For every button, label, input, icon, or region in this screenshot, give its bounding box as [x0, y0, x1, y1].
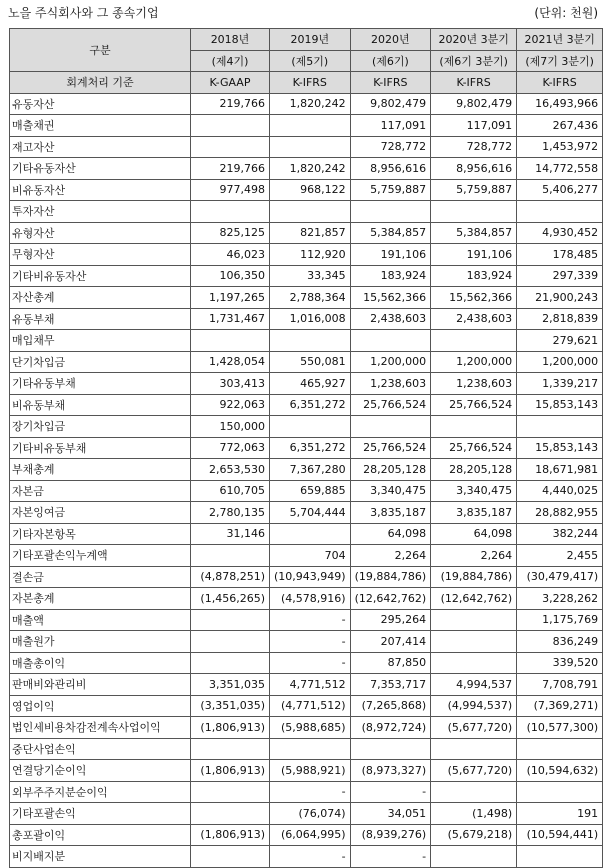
row-value: (76,074): [270, 803, 351, 825]
row-value: 5,384,857: [431, 222, 517, 244]
row-value: 1,820,242: [270, 158, 351, 180]
row-value: (1,806,913): [191, 760, 270, 782]
row-value: 16,493,966: [517, 93, 603, 115]
row-value: [431, 781, 517, 803]
table-row: [10, 738, 603, 760]
table-row: [10, 287, 603, 309]
row-value: -: [350, 846, 431, 868]
table-row: [10, 781, 603, 803]
table-row: [10, 416, 603, 438]
row-value: [270, 136, 351, 158]
row-value: [350, 738, 431, 760]
row-value: 5,759,887: [350, 179, 431, 201]
row-value: 7,353,717: [350, 674, 431, 696]
row-value: 5,759,887: [431, 179, 517, 201]
table-row: [10, 824, 603, 846]
row-value: 297,339: [517, 265, 603, 287]
row-value: -: [270, 781, 351, 803]
table-row: [10, 502, 603, 524]
row-value: 382,244: [517, 523, 603, 545]
year-header: 2020년: [350, 29, 431, 51]
table-row: [10, 222, 603, 244]
row-value: [270, 330, 351, 352]
row-label: 자본금: [10, 480, 191, 502]
row-value: (30,479,417): [517, 566, 603, 588]
table-row: [10, 330, 603, 352]
row-label: 유동부채: [10, 308, 191, 330]
row-label: 비유동자산: [10, 179, 191, 201]
row-value: 28,205,128: [431, 459, 517, 481]
row-label: 기타유동부채: [10, 373, 191, 395]
row-value: (19,884,786): [350, 566, 431, 588]
row-value: 1,731,467: [191, 308, 270, 330]
row-value: [270, 115, 351, 137]
row-value: [191, 738, 270, 760]
row-value: 34,051: [350, 803, 431, 825]
row-value: 339,520: [517, 652, 603, 674]
row-value: [431, 846, 517, 868]
table-row: [10, 115, 603, 137]
row-label: 자본총계: [10, 588, 191, 610]
table-row: [10, 760, 603, 782]
row-value: (5,677,720): [431, 760, 517, 782]
row-value: 87,850: [350, 652, 431, 674]
row-value: 659,885: [270, 480, 351, 502]
row-value: 112,920: [270, 244, 351, 266]
row-value: [270, 738, 351, 760]
row-label: 부채총계: [10, 459, 191, 481]
table-row: [10, 394, 603, 416]
row-value: 2,653,530: [191, 459, 270, 481]
row-label: 투자자산: [10, 201, 191, 223]
table-row: [10, 158, 603, 180]
row-label: 재고자산: [10, 136, 191, 158]
table-row: [10, 136, 603, 158]
table-row: [10, 480, 603, 502]
row-value: 64,098: [431, 523, 517, 545]
table-row: [10, 803, 603, 825]
row-value: [191, 545, 270, 567]
row-value: 183,924: [350, 265, 431, 287]
row-value: 2,455: [517, 545, 603, 567]
row-label: 자산총계: [10, 287, 191, 309]
table-row: [10, 265, 603, 287]
row-value: 191,106: [431, 244, 517, 266]
year-header: 2021년 3분기: [517, 29, 603, 51]
row-value: 4,771,512: [270, 674, 351, 696]
row-value: 191: [517, 803, 603, 825]
row-value: [431, 652, 517, 674]
row-value: -: [350, 781, 431, 803]
row-value: 1,016,008: [270, 308, 351, 330]
row-value: 1,197,265: [191, 287, 270, 309]
row-value: 4,994,537: [431, 674, 517, 696]
row-value: 25,766,524: [350, 437, 431, 459]
row-label: 판매비와관리비: [10, 674, 191, 696]
row-value: 219,766: [191, 158, 270, 180]
row-value: 728,772: [350, 136, 431, 158]
row-value: [431, 631, 517, 653]
row-value: (12,642,762): [350, 588, 431, 610]
row-label: 유형자산: [10, 222, 191, 244]
table-row: [10, 674, 603, 696]
row-value: 150,000: [191, 416, 270, 438]
row-value: 1,175,769: [517, 609, 603, 631]
row-value: [191, 631, 270, 653]
table-row: [10, 846, 603, 868]
row-value: [431, 609, 517, 631]
row-value: 4,930,452: [517, 222, 603, 244]
row-value: 295,264: [350, 609, 431, 631]
row-value: (5,988,685): [270, 717, 351, 739]
table-row: [10, 523, 603, 545]
row-value: 28,882,955: [517, 502, 603, 524]
row-value: 21,900,243: [517, 287, 603, 309]
row-value: 1,339,217: [517, 373, 603, 395]
table-row: [10, 652, 603, 674]
row-value: [517, 416, 603, 438]
row-value: 3,835,187: [350, 502, 431, 524]
row-value: 6,351,272: [270, 437, 351, 459]
standard-value: K-IFRS: [431, 72, 517, 94]
row-value: (4,994,537): [431, 695, 517, 717]
row-value: 704: [270, 545, 351, 567]
row-value: (3,351,035): [191, 695, 270, 717]
row-value: [517, 201, 603, 223]
row-label: 매출채권: [10, 115, 191, 137]
table-row: [10, 459, 603, 481]
row-value: [517, 738, 603, 760]
row-label: 비지배지분: [10, 846, 191, 868]
row-value: 15,853,143: [517, 437, 603, 459]
row-value: 9,802,479: [431, 93, 517, 115]
row-value: (6,064,995): [270, 824, 351, 846]
row-value: 2,788,364: [270, 287, 351, 309]
row-value: 3,340,475: [350, 480, 431, 502]
row-value: [191, 115, 270, 137]
row-label: 단기차입금: [10, 351, 191, 373]
row-value: 9,802,479: [350, 93, 431, 115]
row-value: 3,340,475: [431, 480, 517, 502]
row-value: [517, 781, 603, 803]
row-value: [270, 201, 351, 223]
table-row: [10, 201, 603, 223]
row-value: (8,939,276): [350, 824, 431, 846]
row-label: 기타비유동자산: [10, 265, 191, 287]
row-value: 2,264: [431, 545, 517, 567]
row-value: (8,972,724): [350, 717, 431, 739]
row-value: [191, 781, 270, 803]
year-header: 2020년 3분기: [431, 29, 517, 51]
unit-label: (단위: 천원): [534, 6, 598, 20]
row-value: 33,345: [270, 265, 351, 287]
row-value: 610,705: [191, 480, 270, 502]
row-value: 977,498: [191, 179, 270, 201]
row-value: (5,988,921): [270, 760, 351, 782]
row-value: [517, 846, 603, 868]
row-value: 6,351,272: [270, 394, 351, 416]
table-row: [10, 373, 603, 395]
year-header: 2018년: [191, 29, 270, 51]
row-label: 외부주주지분순이익: [10, 781, 191, 803]
row-value: (4,878,251): [191, 566, 270, 588]
row-value: [191, 330, 270, 352]
period-header: (제6기 3분기): [431, 50, 517, 72]
row-value: 465,927: [270, 373, 351, 395]
year-header: 2019년: [270, 29, 351, 51]
row-value: [191, 652, 270, 674]
table-row: [10, 437, 603, 459]
row-value: -: [270, 609, 351, 631]
row-value: 1,200,000: [350, 351, 431, 373]
row-value: 2,438,603: [350, 308, 431, 330]
table-row: [10, 566, 603, 588]
row-value: -: [270, 846, 351, 868]
row-value: 18,671,981: [517, 459, 603, 481]
row-value: 1,820,242: [270, 93, 351, 115]
row-value: 25,766,524: [431, 437, 517, 459]
category-header: 구분: [10, 29, 191, 72]
row-value: 219,766: [191, 93, 270, 115]
row-label: 유동자산: [10, 93, 191, 115]
row-value: 5,384,857: [350, 222, 431, 244]
table-caption: 노을 주식회사와 그 종속기업: [8, 6, 159, 20]
table-row: [10, 93, 603, 115]
standard-value: K-IFRS: [517, 72, 603, 94]
standard-value: K-GAAP: [191, 72, 270, 94]
row-value: 279,621: [517, 330, 603, 352]
row-label: 기타유동자산: [10, 158, 191, 180]
row-value: (1,806,913): [191, 824, 270, 846]
row-value: (4,578,916): [270, 588, 351, 610]
table-row: [10, 695, 603, 717]
row-value: 25,766,524: [350, 394, 431, 416]
financial-table: [9, 28, 603, 868]
table-row: [10, 545, 603, 567]
row-value: 8,956,616: [350, 158, 431, 180]
row-label: 매입채무: [10, 330, 191, 352]
row-value: 106,350: [191, 265, 270, 287]
row-value: 968,122: [270, 179, 351, 201]
row-value: 2,438,603: [431, 308, 517, 330]
row-label: 매출총이익: [10, 652, 191, 674]
row-value: -: [270, 631, 351, 653]
row-label: 기타비유동부채: [10, 437, 191, 459]
row-value: (4,771,512): [270, 695, 351, 717]
row-value: [431, 330, 517, 352]
row-value: 3,228,262: [517, 588, 603, 610]
row-value: 267,436: [517, 115, 603, 137]
row-value: 15,853,143: [517, 394, 603, 416]
row-label: 자본잉여금: [10, 502, 191, 524]
row-value: [431, 738, 517, 760]
row-value: 117,091: [350, 115, 431, 137]
table-row: [10, 179, 603, 201]
row-value: 1,200,000: [517, 351, 603, 373]
row-value: [431, 416, 517, 438]
row-value: 922,063: [191, 394, 270, 416]
row-value: [350, 330, 431, 352]
row-value: 15,562,366: [431, 287, 517, 309]
row-value: 5,406,277: [517, 179, 603, 201]
row-label: 총포괄이익: [10, 824, 191, 846]
row-value: (1,456,265): [191, 588, 270, 610]
table-row: [10, 609, 603, 631]
row-value: 821,857: [270, 222, 351, 244]
row-value: 772,063: [191, 437, 270, 459]
row-label: 법인세비용차감전계속사업이익: [10, 717, 191, 739]
row-label: 영업이익: [10, 695, 191, 717]
period-header: (제7기 3분기): [517, 50, 603, 72]
row-value: (1,498): [431, 803, 517, 825]
table-row: [10, 588, 603, 610]
row-label: 기타포괄손익: [10, 803, 191, 825]
row-value: [350, 416, 431, 438]
row-value: 64,098: [350, 523, 431, 545]
row-value: 31,146: [191, 523, 270, 545]
row-value: 836,249: [517, 631, 603, 653]
row-value: 2,264: [350, 545, 431, 567]
row-value: (7,369,271): [517, 695, 603, 717]
row-value: (5,679,218): [431, 824, 517, 846]
row-value: 207,414: [350, 631, 431, 653]
row-value: (10,577,300): [517, 717, 603, 739]
row-value: 7,708,791: [517, 674, 603, 696]
row-value: 4,440,025: [517, 480, 603, 502]
row-value: (7,265,868): [350, 695, 431, 717]
row-value: [191, 803, 270, 825]
row-value: 2,780,135: [191, 502, 270, 524]
row-label: 기타포괄손익누계액: [10, 545, 191, 567]
row-value: 117,091: [431, 115, 517, 137]
row-value: -: [270, 652, 351, 674]
row-label: 장기차입금: [10, 416, 191, 438]
row-label: 결손금: [10, 566, 191, 588]
row-value: (12,642,762): [431, 588, 517, 610]
row-value: (10,594,441): [517, 824, 603, 846]
table-row: [10, 351, 603, 373]
row-value: [270, 523, 351, 545]
table-row: [10, 244, 603, 266]
row-label: 매출액: [10, 609, 191, 631]
row-value: 14,772,558: [517, 158, 603, 180]
row-value: 178,485: [517, 244, 603, 266]
row-value: 8,956,616: [431, 158, 517, 180]
row-value: (19,884,786): [431, 566, 517, 588]
table-body: [10, 93, 603, 867]
row-value: 191,106: [350, 244, 431, 266]
row-value: 7,367,280: [270, 459, 351, 481]
row-value: 25,766,524: [431, 394, 517, 416]
row-label: 중단사업손익: [10, 738, 191, 760]
row-value: 46,023: [191, 244, 270, 266]
row-value: (8,973,327): [350, 760, 431, 782]
row-value: 3,835,187: [431, 502, 517, 524]
period-header: (제5기): [270, 50, 351, 72]
row-value: 1,238,603: [431, 373, 517, 395]
row-value: [191, 201, 270, 223]
row-value: [270, 416, 351, 438]
row-value: 550,081: [270, 351, 351, 373]
row-value: 28,205,128: [350, 459, 431, 481]
table-row: [10, 717, 603, 739]
row-value: [350, 201, 431, 223]
row-value: 1,238,603: [350, 373, 431, 395]
table-row: [10, 308, 603, 330]
period-header: (제6기): [350, 50, 431, 72]
row-value: 15,562,366: [350, 287, 431, 309]
row-value: [431, 201, 517, 223]
row-value: (5,677,720): [431, 717, 517, 739]
row-value: 183,924: [431, 265, 517, 287]
row-value: 1,453,972: [517, 136, 603, 158]
row-label: 비유동부채: [10, 394, 191, 416]
row-value: (1,806,913): [191, 717, 270, 739]
row-value: 3,351,035: [191, 674, 270, 696]
row-label: 연결당기순이익: [10, 760, 191, 782]
period-header: (제4기): [191, 50, 270, 72]
row-value: 1,200,000: [431, 351, 517, 373]
row-value: 2,818,839: [517, 308, 603, 330]
row-value: (10,594,632): [517, 760, 603, 782]
standard-value: K-IFRS: [350, 72, 431, 94]
standard-value: K-IFRS: [270, 72, 351, 94]
row-value: 728,772: [431, 136, 517, 158]
row-value: (10,943,949): [270, 566, 351, 588]
row-value: 1,428,054: [191, 351, 270, 373]
row-value: 5,704,444: [270, 502, 351, 524]
row-label: 무형자산: [10, 244, 191, 266]
row-value: [191, 609, 270, 631]
row-value: 825,125: [191, 222, 270, 244]
table-row: [10, 631, 603, 653]
row-value: 303,413: [191, 373, 270, 395]
row-label: 기타자본항목: [10, 523, 191, 545]
standard-label: 회계처리 기준: [10, 72, 191, 94]
row-label: 매출원가: [10, 631, 191, 653]
row-value: [191, 136, 270, 158]
row-value: [191, 846, 270, 868]
